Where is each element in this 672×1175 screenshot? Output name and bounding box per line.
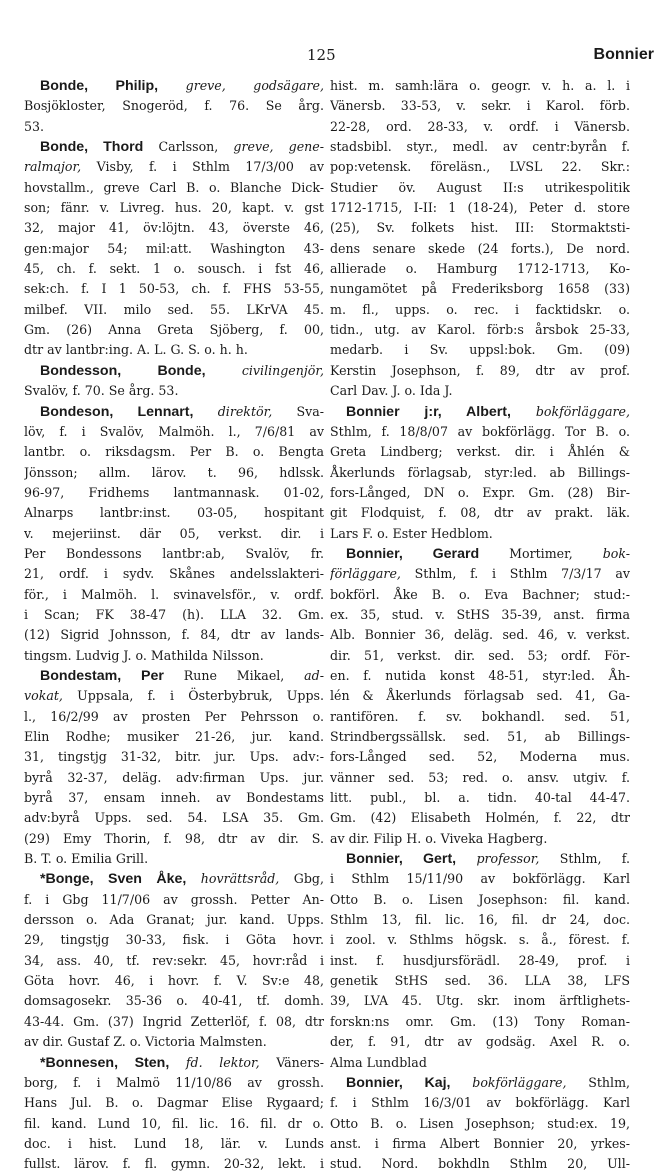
entry-text-line	[330, 117, 630, 137]
entry-text: Sthlm, f.	[539, 851, 630, 867]
entry-headword-line	[24, 76, 324, 96]
entry-text-line	[330, 259, 630, 279]
entry-text: av dir. Gustaf Z. o. Victoria Malmsten.	[24, 1034, 267, 1050]
entry-text: Vänersb. 33-53, v. sekr. i Karol. förb.	[330, 98, 630, 114]
entry-text: m. fl., upps. o. rec. i facktidskr. o.	[330, 301, 630, 317]
entry-text: i zool. v. Sthlms högsk. s. å., förest. f.	[330, 932, 630, 948]
entry-headword-line	[24, 869, 324, 889]
entry-text: 34, ass. 40, tf. rev:sekr. 45, hovr:råd i	[24, 952, 324, 968]
entry-text-line	[24, 890, 324, 910]
entry-text-line	[24, 422, 324, 442]
entry-text: Alnarps lantbr:inst. 03-05, hospitant	[24, 505, 324, 521]
entry-text-line	[330, 666, 630, 686]
entry-text-line	[330, 463, 630, 483]
entry-text: Åkerlunds förlagsab, styr:led. ab Billings-	[330, 464, 630, 480]
entry-text-line	[24, 707, 324, 727]
entry-headword-line	[24, 1053, 324, 1073]
entry-name: Carlsson,	[143, 139, 234, 155]
entry-text: Sthlm, f. 18/8/07 av bokförlägg. Tor B. o.	[330, 423, 630, 439]
entry-text-line	[330, 605, 630, 625]
entry-text-line	[24, 951, 324, 971]
entry-text: hovstallm., greve Carl B. o. Blanche Dick-	[24, 179, 324, 195]
entry-text-line	[24, 544, 324, 564]
entry-text: av dir. Filip H. o. Viveka Hagberg.	[330, 830, 548, 846]
entry-text: git Flodquist, f. 08, dtr av prakt. läk.	[330, 505, 630, 521]
entry-text-line	[24, 198, 324, 218]
entry-text-line	[24, 1073, 324, 1093]
entry-text: Bosjökloster, Snogeröd, f. 76. Se årg.	[24, 98, 324, 114]
entry-headword-line	[24, 361, 324, 381]
entry-text-line	[24, 585, 324, 605]
entry-text: stadsbibl. styr., medl. av centr:byrån f.	[330, 139, 630, 155]
entry-text-line	[24, 218, 324, 238]
entry-text-line	[330, 524, 630, 544]
entry-text: nungamötet på Frederiksborg 1658 (33)	[330, 281, 630, 297]
entry-headword: Bonnier j:r, Albert,	[346, 403, 511, 420]
entry-text: 22-28, ord. 28-33, v. ordf. i Vänersb.	[330, 118, 630, 134]
entry-text: 21, ordf. i sydv. Skånes andelsslakteri-	[24, 566, 324, 582]
entry-text-line	[24, 320, 324, 340]
entry-occupation: professor,	[456, 851, 540, 867]
entry-headword-line	[330, 544, 630, 564]
entry-name: Mortimer,	[479, 545, 603, 561]
entry-text-line	[24, 157, 324, 177]
entry-text: 29, tingstjg 30-33, fisk. i Göta hovr.	[24, 932, 324, 948]
entry-text-line	[330, 76, 630, 96]
entry-text: l., 16/2/99 av prosten Per Pehrsson o.	[24, 708, 324, 724]
entry-headword-line	[24, 666, 324, 686]
entry-text: för., i Malmöh. l. svinavelsför., v. ordf.	[24, 586, 324, 602]
entry-text-line	[24, 442, 324, 462]
entry-occupation: hovrättsråd,	[186, 871, 280, 887]
entry-text: forskn:ns omr. Gm. (13) Tony Roman-	[330, 1013, 630, 1029]
entry-text-line	[24, 239, 324, 259]
page-header	[16, 46, 654, 70]
entry-text: Sva-	[272, 403, 324, 419]
entry-text-line	[24, 910, 324, 930]
entry-text: (25), Sv. folkets hist. III: Stormaktsti-	[330, 220, 630, 236]
entry-text: Svalöv, f. 70. Se årg. 53.	[24, 383, 179, 399]
entry-text: Kerstin Josephson, f. 89, dtr av prof.	[330, 362, 630, 378]
entry-text: löv, f. i Svalöv, Malmöh. l., 7/6/81 av	[24, 423, 324, 439]
entry-occupation: civilingenjör,	[205, 362, 324, 378]
entry-text: 53.	[24, 118, 45, 134]
entry-text: f. i Sthlm 16/3/01 av bokförlägg. Karl	[330, 1095, 630, 1111]
entry-text: Greta Lindberg; verkst. dir. i Åhlén &	[330, 444, 630, 460]
entry-text-line	[330, 1032, 630, 1052]
entry-text-line	[330, 300, 630, 320]
entry-text-line	[330, 218, 630, 238]
entry-text: dir. 51, verkst. dir. sed. 53; ordf. För-	[330, 647, 630, 663]
entry-text-line	[330, 361, 630, 381]
entry-text-line	[330, 971, 630, 991]
entry-text: Gm. (26) Anna Greta Sjöberg, f. 00,	[24, 322, 324, 338]
running-head: Bonnier	[593, 46, 654, 63]
entry-text: gen:major 54; mil:att. Washington 43-	[24, 240, 324, 256]
entry-headword: Bonnier, Kaj,	[346, 1074, 451, 1091]
entry-occupation: förläggare,	[330, 566, 401, 582]
entry-text: borg, f. i Malmö 11/10/86 av grossh.	[24, 1074, 324, 1090]
entry-text-line	[24, 1032, 324, 1052]
page-number: 125	[307, 46, 336, 64]
entry-headword: Bonde, Thord	[40, 139, 144, 156]
entry-text-line	[24, 829, 324, 849]
entry-text-line	[330, 747, 630, 767]
entry-text: Visby, f. i Sthlm 17/3/00 av	[81, 159, 324, 175]
entry-headword: Bondesson, Bonde,	[40, 362, 206, 379]
entry-text: son; fänr. v. Livreg. hus. 20, kapt. v. gst	[24, 200, 324, 216]
entry-text-line	[330, 1134, 630, 1154]
entry-text-line	[330, 1012, 630, 1032]
left-column	[24, 76, 324, 1175]
entry-text-line	[330, 910, 630, 930]
entry-text: adv:byrå Upps. sed. 54. LSA 35. Gm.	[24, 810, 324, 826]
entry-text-line	[24, 686, 324, 706]
entry-text: vänner sed. 53; red. o. ansv. utgiv. f.	[330, 769, 630, 785]
entry-text-line	[330, 890, 630, 910]
entry-text: fors-Långed, DN o. Expr. Gm. (28) Bir-	[330, 484, 630, 500]
entry-text-line	[24, 524, 324, 544]
entry-text: milbef. VII. milo sed. 55. LKrVA 45.	[24, 301, 324, 317]
entry-text-line	[24, 340, 324, 360]
entry-text: Alma Lundblad	[330, 1054, 427, 1070]
entry-text: pop:vetensk. föreläsn., LVSL 22. Skr.:	[330, 159, 630, 175]
entry-text: Otto B. o. Lisen Josephson; stud:ex. 19,	[330, 1115, 630, 1131]
entry-text: byrå 32-37, deläg. adv:firman Ups. jur.	[24, 769, 324, 785]
entry-text: Lars F. o. Ester Hedblom.	[330, 525, 493, 541]
entry-occupation: ad-	[304, 667, 324, 683]
entry-text-line	[330, 483, 630, 503]
entry-text-line	[330, 930, 630, 950]
entry-text-line	[330, 137, 630, 157]
entry-text: Sthlm, f. i Sthlm 7/3/17 av	[400, 566, 630, 582]
entry-text: i Sthlm 15/11/90 av bokförlägg. Karl	[330, 871, 630, 887]
entry-text-line	[24, 503, 324, 523]
entry-text-line	[24, 808, 324, 828]
entry-text-line	[330, 198, 630, 218]
entry-text-line	[24, 1134, 324, 1154]
entry-text: en. f. nutida konst 48-51, styr:led. Åh-	[330, 667, 630, 683]
entry-text-line	[24, 605, 324, 625]
entry-text: rantifören. f. sv. bokhandl. sed. 51,	[330, 708, 630, 724]
entry-text: Gbg,	[279, 871, 324, 887]
entry-text: Göta hovr. 46, i hovr. f. V. Sv:e 48,	[24, 973, 324, 989]
entry-text-line	[330, 788, 630, 808]
entry-text-line	[24, 96, 324, 116]
entry-occupation: fd. lektor,	[169, 1054, 260, 1070]
entry-headword: Bonde, Philip,	[40, 78, 159, 94]
entry-text: 43-44. Gm. (37) Ingrid Zetterlöf, f. 08, dtr	[24, 1013, 324, 1029]
entry-text: v. mejeriinst. där 05, verkst. dir. i	[24, 525, 324, 541]
entry-text: Gm. (42) Elisabeth Holmén, f. 22, dtr	[330, 810, 630, 826]
entry-text: allierade o. Hamburg 1712-1713, Ko-	[330, 261, 630, 277]
entry-text: Sthlm 13, fil. lic. 16, fil. dr 24, doc.	[330, 912, 630, 928]
entry-text-line	[330, 1053, 630, 1073]
entry-text: medarb. i Sv. uppsl:bok. Gm. (09)	[330, 342, 630, 358]
entry-text: 31, tingstjg 31-32, bitr. jur. Ups. adv:-	[24, 749, 324, 765]
entry-text: anst. i firma Albert Bonnier 20, yrkes-	[330, 1135, 630, 1151]
entry-occupation: bokförläggare,	[450, 1074, 567, 1090]
entry-text-line	[330, 1154, 630, 1174]
entry-text-line	[24, 564, 324, 584]
entry-text: Otto B. o. Lisen Josephson: fil. kand.	[330, 891, 630, 907]
entry-headword: Bonnier, Gerard	[346, 545, 480, 562]
entry-text-line	[330, 442, 630, 462]
entry-text-line	[24, 178, 324, 198]
entry-text: Väners-	[259, 1054, 324, 1070]
entry-text: (29) Emy Thorin, f. 98, dtr av dir. S.	[24, 830, 324, 846]
entry-text-line	[330, 96, 630, 116]
entry-text: doc. i hist. Lund 18, lär. v. Lunds	[24, 1135, 324, 1151]
entry-text-line	[330, 707, 630, 727]
entry-text: fil. kand. Lund 10, fil. lic. 16. fil. dr o.	[24, 1115, 324, 1131]
entry-occupation: ralmajor,	[24, 159, 82, 175]
entry-text: Uppsala, f. i Österbybruk, Upps.	[62, 688, 324, 704]
entry-text-line	[24, 971, 324, 991]
entry-headword-line	[24, 137, 324, 157]
entry-text-line	[330, 381, 630, 401]
entry-text-line	[24, 381, 324, 401]
entry-headword-line	[330, 402, 630, 422]
entry-text: bokförl. Åke B. o. Eva Bachner; stud:-	[330, 586, 630, 602]
entry-text-line	[24, 300, 324, 320]
entry-text-line	[330, 768, 630, 788]
entry-text-line	[330, 178, 630, 198]
entry-text: sek:ch. f. I 1 50-53, ch. f. FHS 53-55,	[24, 281, 324, 297]
entry-text: Strindbergssällsk. sed. 51, ab Billings-	[330, 729, 630, 744]
entry-text: fors-Långed sed. 52, Moderna mus.	[330, 749, 630, 765]
entry-text-line	[330, 808, 630, 828]
entry-text-line	[330, 340, 630, 360]
entry-text: 1712-1715, I-II: 1 (18-24), Peter d. store	[330, 200, 630, 216]
entry-text: (12) Sigrid Johnsson, f. 84, dtr av lands-	[24, 627, 324, 643]
entry-text: Per Bondessons lantbr:ab, Svalöv, fr.	[24, 545, 324, 561]
entry-text: tidn., utg. av Karol. förb:s årsbok 25-33,	[330, 322, 630, 338]
entry-text-line	[330, 585, 630, 605]
entry-text-line	[24, 788, 324, 808]
entry-text-line	[330, 869, 630, 889]
entry-text: Jönsson; allm. lärov. t. 96, hdlssk.	[24, 464, 324, 480]
entry-text: Sthlm,	[566, 1074, 630, 1090]
entry-text-line	[24, 930, 324, 950]
entry-headword: *Bonge, Sven Åke,	[40, 871, 187, 888]
entry-text-line	[24, 625, 324, 645]
entry-text-line	[330, 239, 630, 259]
entry-text: 32, major 41, öv:löjtn. 43, överste 46,	[24, 220, 324, 236]
entry-text: Hans Jul. B. o. Dagmar Elise Rygaard;	[24, 1095, 324, 1111]
entry-text-line	[24, 279, 324, 299]
entry-text-line	[24, 463, 324, 483]
entry-occupation: greve, gene-	[233, 139, 324, 155]
entry-text-line	[24, 1114, 324, 1134]
right-column	[330, 76, 630, 1175]
entry-text-line	[24, 1012, 324, 1032]
entry-text-line	[330, 279, 630, 299]
entry-text: lén & Åkerlunds förlagsab sed. 41, Ga-	[330, 688, 630, 704]
entry-text-line	[330, 564, 630, 584]
entry-text-line	[330, 951, 630, 971]
entry-headword: Bondestam, Per	[40, 667, 164, 684]
entry-text: stud. Nord. bokhdln Sthlm 20, Ull-	[330, 1156, 630, 1172]
entry-text-line	[330, 646, 630, 666]
entry-text: dtr av lantbr:ing. A. L. G. S. o. h. h.	[24, 342, 248, 358]
entry-text-line	[24, 483, 324, 503]
entry-text: fullst. lärov. f. fl. gymn. 20-32, lekt. i	[24, 1156, 324, 1172]
entry-text-line	[330, 1114, 630, 1134]
entry-text-line	[24, 991, 324, 1011]
entry-text: dens senare skede (24 forts.), De nord.	[330, 240, 630, 256]
entry-text-line	[330, 727, 630, 747]
entry-text: Elin Rodhe; musiker 21-26, jur. kand.	[24, 729, 324, 744]
entry-text-line	[330, 829, 630, 849]
entry-headword: Bondeson, Lennart,	[40, 403, 194, 420]
entry-text: der, f. 91, dtr av godsäg. Axel R. o.	[330, 1034, 630, 1050]
entry-headword-line	[330, 849, 630, 869]
entry-text: inst. f. husdjursförädl. 28-49, prof. i	[330, 952, 630, 968]
entry-headword: *Bonnesen, Sten,	[40, 1054, 170, 1071]
entry-text-line	[330, 157, 630, 177]
entry-text: byrå 37, ensam inneh. av Bondestams	[24, 790, 324, 806]
entry-text: tingsm. Ludvig J. o. Mathilda Nilsson.	[24, 647, 264, 663]
entry-text: B. T. o. Emilia Grill.	[24, 851, 149, 867]
entry-text: lantbr. o. riksdagsm. Per B. o. Bengta	[24, 444, 324, 460]
entry-text-line	[24, 646, 324, 666]
entry-occupation: greve, godsägare,	[158, 78, 324, 93]
entry-text-line	[330, 320, 630, 340]
entry-text: ex. 35, stud. v. StHS 35-39, anst. firma	[330, 606, 630, 622]
entry-text-line	[24, 849, 324, 869]
entry-text: litt. publ., bl. a. tidn. 40-tal 44-47.	[330, 790, 630, 806]
entry-text: i Scan; FK 38-47 (h). LLA 32. Gm.	[24, 606, 324, 622]
entry-text-line	[24, 727, 324, 747]
entry-text-line	[330, 686, 630, 706]
entry-text-line	[330, 991, 630, 1011]
entry-text: 39, LVA 45. Utg. skr. inom ärftlighets-	[330, 993, 630, 1009]
entry-text-line	[330, 1093, 630, 1113]
entry-text: dersson o. Ada Granat; jur. kand. Upps.	[24, 912, 324, 928]
entry-text-line	[24, 747, 324, 767]
entry-text-line	[330, 503, 630, 523]
entry-text-line	[24, 768, 324, 788]
entry-headword: Bonnier, Gert,	[346, 851, 457, 868]
entry-text: 96-97, Fridhems lantmannask. 01-02,	[24, 484, 324, 500]
entry-occupation: direktör,	[193, 403, 273, 419]
entry-text: hist. m. samh:lära o. geogr. v. h. a. l. i	[330, 78, 630, 93]
entry-text: Studier öv. August II:s utrikespolitik	[330, 179, 630, 195]
entry-headword-line	[330, 1073, 630, 1093]
entry-name: Rune Mikael,	[163, 667, 305, 683]
entry-text: Alb. Bonnier 36, deläg. sed. 46, v. verkst.	[330, 627, 630, 643]
entry-headword-line	[24, 402, 324, 422]
entry-text-line	[24, 1093, 324, 1113]
entry-text: 45, ch. f. sekt. 1 o. sousch. i fst 46,	[24, 261, 324, 277]
entry-occupation: bokförläggare,	[510, 403, 630, 419]
entry-text: domsagosekr. 35-36 o. 40-41, tf. domh.	[24, 993, 324, 1009]
entry-text-line	[330, 625, 630, 645]
entry-text-line	[24, 1154, 324, 1174]
entry-text: f. i Gbg 11/7/06 av grossh. Petter An-	[24, 891, 324, 907]
entry-text: Carl Dav. J. o. Ida J.	[330, 383, 453, 399]
entry-text: genetik StHS sed. 36. LLA 38, LFS	[330, 973, 630, 989]
entry-text-line	[24, 117, 324, 137]
entry-occupation: vokat,	[24, 688, 63, 704]
entry-text-line	[330, 422, 630, 442]
entry-occupation: bok-	[602, 545, 630, 561]
entry-text-line	[24, 259, 324, 279]
